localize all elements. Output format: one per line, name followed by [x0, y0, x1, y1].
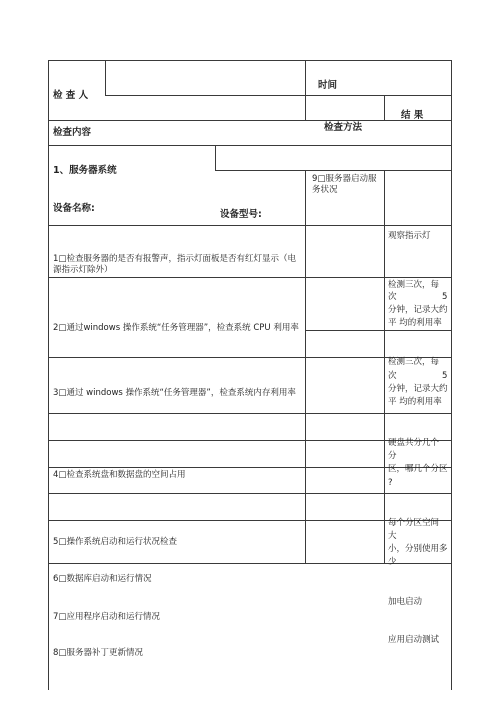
divider — [384, 95, 385, 120]
item-8-text: 8□服务器补丁更新情况 — [53, 648, 143, 658]
item-9-text: 9□服务器启动服务状况 — [312, 174, 377, 195]
item-3-method-4: 分钟，记录大约 — [388, 384, 448, 394]
item-2-method-2: 次 — [388, 292, 397, 302]
item-6-method: 加电启动 — [388, 597, 423, 607]
divider — [215, 170, 451, 171]
item-2-method-4: 分钟，记录大约 — [388, 305, 448, 315]
item-3-method-1: 检测三次，每 — [388, 357, 440, 367]
item-6-text: 6□数据库启动和运行情况 — [53, 574, 152, 584]
inspector-label: 检 查 人 — [53, 90, 89, 101]
divider — [105, 60, 106, 95]
item-4-method-3: 区，哪几个分区 — [388, 464, 448, 474]
item-4-text: 4□检查系统盘和数据盘的空间占用 — [53, 470, 186, 480]
divider — [305, 60, 306, 120]
divider — [305, 170, 306, 563]
method-label: 检查方法 — [324, 122, 363, 133]
table-border-left — [48, 60, 49, 690]
divider — [48, 277, 451, 278]
item-2-method-5: 平 均的利用率 — [388, 318, 442, 328]
divider — [48, 120, 451, 121]
item-1-method: 观察指示灯 — [388, 231, 431, 241]
item-5-method-1: 每个分区空间 — [388, 518, 440, 528]
item-4-method-4: ? — [388, 478, 393, 488]
item-5-text: 5□操作系统启动和运行状况检查 — [53, 537, 177, 547]
content-label: 检查内容 — [53, 127, 92, 138]
section-title: 1、服务器系统 — [53, 165, 117, 176]
item-2-text: 2□通过windows 操作系统“任务管理器”，检查系统 CPU 利用率 — [53, 323, 299, 333]
item-5-method-4: 少 — [388, 557, 397, 567]
divider — [48, 225, 451, 226]
item-3-method-3: 5 — [442, 371, 448, 381]
item-8-method: 应用启动测试 — [388, 635, 440, 645]
item-5-method-3: 小，分别使用多 — [388, 544, 448, 554]
divider — [305, 330, 451, 331]
divider — [48, 145, 451, 146]
divider — [105, 95, 451, 96]
item-2-method-3: 5 — [442, 292, 448, 302]
item-3-method-2: 次 — [388, 371, 397, 381]
item-4-method-1: 硬盘共分几个 — [388, 438, 440, 448]
divider — [48, 493, 451, 494]
item-4-method-2: 分 — [388, 451, 397, 461]
divider — [384, 170, 385, 563]
item-7-text: 7□应用程序启动和运行情况 — [53, 612, 160, 622]
time-label: 时间 — [318, 80, 338, 91]
item-5-method-2: 大 — [388, 531, 397, 541]
item-1-text: 1□检查服务器的是否有报警声，指示灯面板是否有红灯显示（电源指示灯除外） — [53, 254, 296, 275]
item-3-method-5: 平 均的利用率 — [388, 397, 442, 407]
divider — [48, 413, 451, 414]
item-3-text: 3□通过 windows 操作系统“任务管理器”，检查系统内存利用率 — [53, 388, 296, 398]
table-border-top — [48, 60, 451, 61]
device-model-label: 设备型号: — [220, 209, 262, 220]
result-label: 结 果 — [401, 110, 424, 121]
divider — [215, 145, 216, 170]
table-border-right — [451, 60, 452, 690]
item-2-method-1: 检测三次，每 — [388, 280, 440, 290]
device-name-label: 设备名称: — [53, 203, 95, 214]
